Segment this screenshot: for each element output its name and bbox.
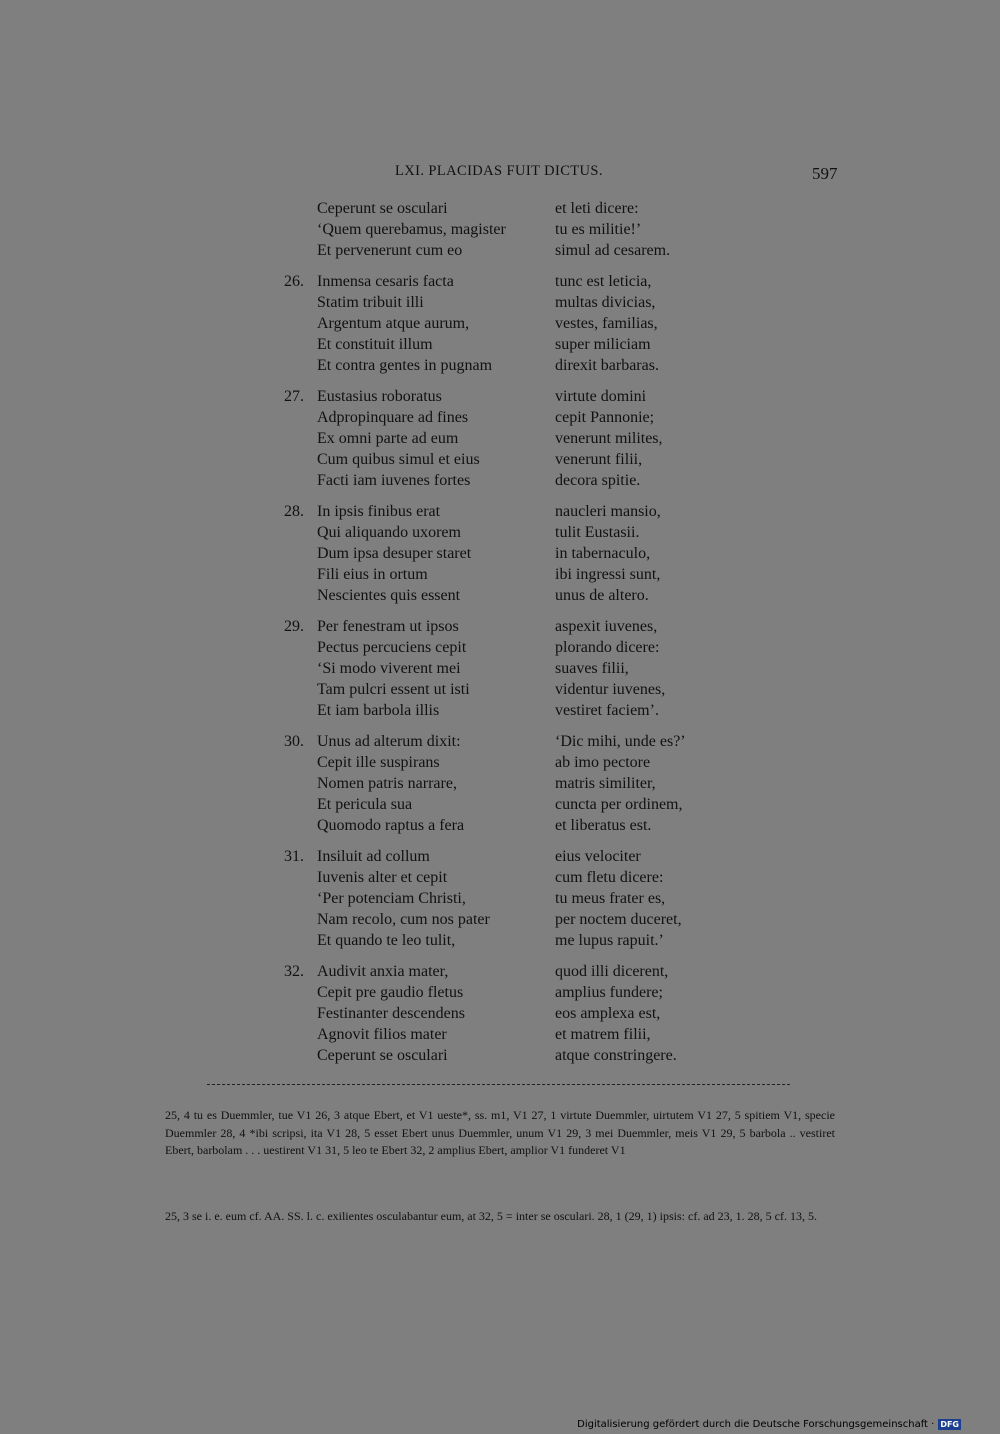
verse-first-half: Et quando te leo tulit, [317,932,456,949]
verse-line [0,357,1000,378]
verse-second-half: vestes, familias, [555,315,658,332]
verse-first-half: Statim tribuit illi [317,294,424,311]
verse-second-half: amplius fundere; [555,984,663,1001]
verse-line [0,451,1000,472]
verse-line [0,702,1000,723]
verse-first-half: Et pervenerunt cum eo [317,242,463,259]
verse-line [0,911,1000,932]
verse-second-half: quod illi dicerent, [555,963,669,980]
verse-line [0,817,1000,838]
verse-line [0,430,1000,451]
verse-first-half: Fili eius in ortum [317,566,428,583]
verse-line [0,388,1000,409]
verse-first-half: Iuvenis alter et cepit [317,869,448,886]
verse-first-half: Eustasius roboratus [317,388,442,405]
stanza [0,963,1000,1068]
verse-first-half: Qui aliquando uxorem [317,524,461,541]
stanza [0,503,1000,608]
verse-first-half: Argentum atque aurum, [317,315,470,332]
verse-line [0,796,1000,817]
verse-line [0,733,1000,754]
verse-second-half: eos amplexa est, [555,1005,661,1022]
verse-line [0,963,1000,984]
verse-line [0,869,1000,890]
verse-first-half: Audivit anxia mater, [317,963,449,980]
verse-first-half: ‘Per potenciam Christi, [317,890,466,907]
verse-line [0,315,1000,336]
stanza-number: 31. [284,848,304,865]
verse-second-half: super miliciam [555,336,651,353]
verse-line [0,200,1000,221]
stanza-number: 30. [284,733,304,750]
verse-line [0,336,1000,357]
verse-second-half: ibi ingressi sunt, [555,566,661,583]
verse-line [0,587,1000,608]
verse-first-half: ‘Quem querebamus, magister [317,221,506,238]
verse-line [0,273,1000,294]
stanza [0,200,1000,263]
verse-second-half: tulit Eustasii. [555,524,640,541]
verse-first-half: In ipsis finibus erat [317,503,441,520]
verse-second-half: in tabernaculo, [555,545,651,562]
verse-second-half: suaves filii, [555,660,629,677]
verse-line [0,660,1000,681]
verse-first-half: Nescientes quis essent [317,587,461,604]
verse-first-half: Inmensa cesaris facta [317,273,454,290]
verse-second-half: multas divicias, [555,294,656,311]
stanza [0,733,1000,838]
stanza-number: 27. [284,388,304,405]
critical-apparatus: 25, 4 tu es Duemmler, tue V1 26, 3 atque Ebert, et V1 ueste*, ss. m1, V1 27, 1 virtute Duemmler, uirtutem V1 27, 5 spitiem V1, specie Duemmler 28, 4 *ibi scripsi, ita V1 28, 5 esset Ebert unus Duemmler, unum V1 29, 3 mei Duemmler, meis V1 29, 5 barbola .. vestiret Ebert, barbolam . . . uestirent V1 31, 5 leo te Ebert 32, 2 amplius Ebert, amplior V1 funderet V1 [165,1108,835,1157]
verse-second-half: aspexit iuvenes, [555,618,658,635]
verse-first-half: Pectus percuciens cepit [317,639,467,656]
verse-line [0,984,1000,1005]
verse-first-half: Adpropinquare ad fines [317,409,469,426]
stanza-number: 26. [284,273,304,290]
verse-second-half: cum fletu dicere: [555,869,664,886]
verse-second-half: et matrem filii, [555,1026,651,1043]
verse-second-half: tu meus frater es, [555,890,666,907]
verse-line [0,221,1000,242]
verse-first-half: Nam recolo, cum nos pater [317,911,490,928]
verse-second-half: per noctem duceret, [555,911,682,928]
dfg-logo: DFG [940,1420,959,1429]
verse-second-half: cuncta per ordinem, [555,796,683,813]
verse-first-half: Cepit pre gaudio fletus [317,984,464,1001]
verse-first-half: Dum ipsa desuper staret [317,545,472,562]
running-head: LXI. PLACIDAS FUIT DICTUS. [395,163,603,179]
verse-first-half: Ex omni parte ad eum [317,430,459,447]
verse-second-half: matris similiter, [555,775,656,792]
verse-first-half: Cum quibus simul et eius [317,451,480,468]
verse-first-half: Nomen patris narrare, [317,775,457,792]
stanza [0,618,1000,723]
verse-second-half: vestiret faciem’. [555,702,659,719]
verse-first-half: Insiluit ad collum [317,848,430,865]
verse-second-half: simul ad cesarem. [555,242,671,259]
verse-first-half: Tam pulcri essent ut isti [317,681,470,698]
verse-line [0,472,1000,493]
verse-second-half: videntur iuvenes, [555,681,666,698]
verse-second-half: eius velociter [555,848,641,865]
verse-second-half: unus de altero. [555,587,649,604]
verse-first-half: ‘Si modo viverent mei [317,660,461,677]
commentary-notes: 25, 3 se i. e. eum cf. AA. SS. l. c. exilientes osculabantur eum, at 32, 5 = inter se osculari. 28, 1 (29, 1) ipsis: cf. ad 23, 1. 28, 5 cf. 13, 5. [165,1209,817,1223]
stanza-number: 32. [284,963,304,980]
verse-line [0,294,1000,315]
verse-second-half: direxit barbaras. [555,357,659,374]
stanza [0,273,1000,378]
verse-line [0,890,1000,911]
verse-line [0,639,1000,660]
verse-line [0,242,1000,263]
verse-first-half: Et constituit illum [317,336,433,353]
verse-line [0,848,1000,869]
verse-first-half: Ceperunt se osculari [317,1047,448,1064]
verse-first-half: Et pericula sua [317,796,413,813]
verse-second-half: et leti dicere: [555,200,639,217]
verse-line [0,524,1000,545]
verse-line [0,1026,1000,1047]
verse-line [0,618,1000,639]
stanza-number: 29. [284,618,304,635]
verse-line [0,681,1000,702]
stanza [0,388,1000,493]
verse-line [0,503,1000,524]
verse-line [0,775,1000,796]
verse-second-half: naucleri mansio, [555,503,661,520]
verse-first-half: Et contra gentes in pugnam [317,357,493,374]
stanza [0,848,1000,953]
verse-line [0,754,1000,775]
verse-second-half: ab imo pectore [555,754,651,771]
verse-first-half: Quomodo raptus a fera [317,817,465,834]
verse-first-half: Agnovit filios mater [317,1026,447,1043]
verse-first-half: Unus ad alterum dixit: [317,733,461,750]
verse-first-half: Facti iam iuvenes fortes [317,472,471,489]
verse-line [0,932,1000,953]
verse-second-half: cepit Pannonie; [555,409,655,426]
verse-line [0,566,1000,587]
verse-line [0,1047,1000,1068]
verse-second-half: decora spitie. [555,472,641,489]
stanza-number: 28. [284,503,304,520]
verse-second-half: et liberatus est. [555,817,652,834]
digitization-credit [577,1419,961,1430]
verse-line [0,409,1000,430]
page-number: 597 [812,164,838,183]
verse-second-half: atque constringere. [555,1047,677,1064]
verse-second-half: me lupus rapuit.’ [555,932,664,949]
verse-first-half: Ceperunt se osculari [317,200,448,217]
verse-first-half: Cepit ille suspirans [317,754,440,771]
credit-text: Digitalisierung gefördert durch die Deutsche Forschungsgemeinschaft · [577,1419,935,1430]
verse-second-half: ‘Dic mihi, unde es?’ [555,733,686,750]
verse-second-half: venerunt filii, [555,451,643,468]
verse-line [0,545,1000,566]
verse-first-half: Per fenestram ut ipsos [317,618,459,635]
verse-first-half: Festinanter descendens [317,1005,465,1022]
verse-line [0,1005,1000,1026]
verse-second-half: tu es militie!’ [555,221,642,238]
footnote-divider [207,1084,790,1085]
verse-second-half: venerunt milites, [555,430,663,447]
verse-second-half: virtute domini [555,388,647,405]
verse-second-half: plorando dicere: [555,639,660,656]
verse-first-half: Et iam barbola illis [317,702,440,719]
verse-second-half: tunc est leticia, [555,273,652,290]
